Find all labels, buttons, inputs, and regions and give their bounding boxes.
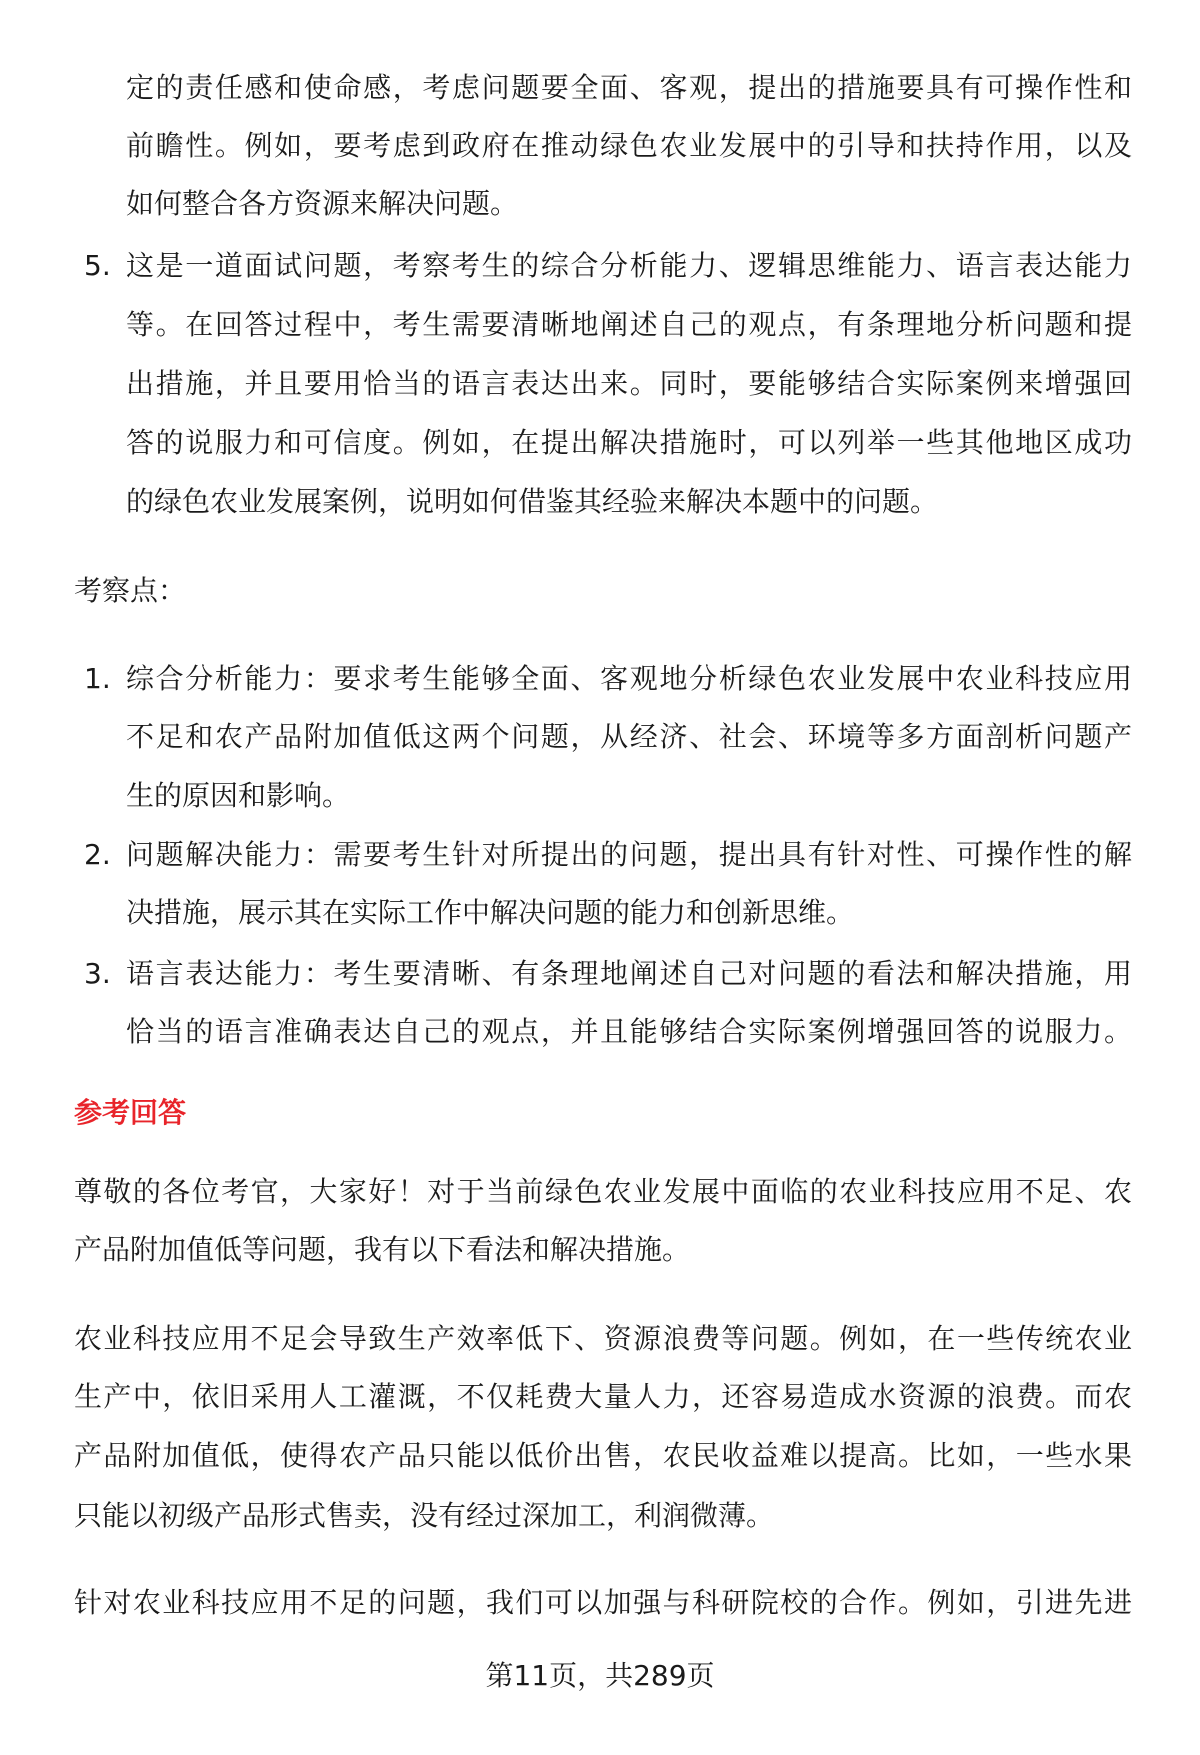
list-number: 3. xyxy=(84,957,111,990)
text-line: 语言表达能力：考生要清晰、有条理地阐述自己对问题的看法和解决措施，用 xyxy=(126,957,1132,990)
list-number: 5. xyxy=(84,249,111,282)
section-label: 考察点： xyxy=(74,574,187,607)
text-line: 综合分析能力：要求考生能够全面、客观地分析绿色农业发展中农业科技应用 xyxy=(126,662,1132,695)
text-line: 的绿色农业发展案例，说明如何借鉴其经验来解决本题中的问题。 xyxy=(126,485,939,518)
text-line: 前瞻性。例如，要考虑到政府在推动绿色农业发展中的引导和扶持作用，以及 xyxy=(126,129,1132,162)
text-line: 只能以初级产品形式售卖，没有经过深加工，利润微薄。 xyxy=(74,1499,775,1532)
text-line: 决措施，展示其在实际工作中解决问题的能力和创新思维。 xyxy=(126,896,855,929)
text-line: 等。在回答过程中，考生需要清晰地阐述自己的观点，有条理地分析问题和提 xyxy=(126,308,1132,341)
text-line: 如何整合各方资源来解决问题。 xyxy=(126,187,519,220)
page-footer: 第11页，共289页 xyxy=(485,1659,715,1692)
text-line: 生产中，依旧采用人工灌溉，不仅耗费大量人力，还容易造成水资源的浪费。而农 xyxy=(74,1380,1132,1413)
answer-heading: 参考回答 xyxy=(74,1096,187,1129)
text-line: 针对农业科技应用不足的问题，我们可以加强与科研院校的合作。例如，引进先进 xyxy=(74,1586,1132,1619)
text-line: 尊敬的各位考官，大家好！对于当前绿色农业发展中面临的农业科技应用不足、农 xyxy=(74,1175,1132,1208)
text-line: 恰当的语言准确表达自己的观点，并且能够结合实际案例增强回答的说服力。 xyxy=(126,1015,1132,1048)
text-line: 答的说服力和可信度。例如，在提出解决措施时，可以列举一些其他地区成功 xyxy=(126,426,1132,459)
text-line: 不足和农产品附加值低这两个问题，从经济、社会、环境等多方面剖析问题产 xyxy=(126,720,1132,753)
text-line: 问题解决能力：需要考生针对所提出的问题，提出具有针对性、可操作性的解 xyxy=(126,838,1132,871)
list-number: 2. xyxy=(84,838,111,871)
text-line: 产品附加值低，使得农产品只能以低价出售，农民收益难以提高。比如，一些水果 xyxy=(74,1439,1132,1472)
text-line: 产品附加值低等问题，我有以下看法和解决措施。 xyxy=(74,1233,691,1266)
list-number: 1. xyxy=(84,662,111,695)
text-line: 农业科技应用不足会导致生产效率低下、资源浪费等问题。例如，在一些传统农业 xyxy=(74,1322,1132,1355)
text-line: 出措施，并且要用恰当的语言表达出来。同时，要能够结合实际案例来增强回 xyxy=(126,367,1132,400)
text-line: 这是一道面试问题，考察考生的综合分析能力、逻辑思维能力、语言表达能力 xyxy=(126,249,1132,282)
text-line: 定的责任感和使命感，考虑问题要全面、客观，提出的措施要具有可操作性和 xyxy=(126,71,1132,104)
text-line: 生的原因和影响。 xyxy=(126,779,351,812)
